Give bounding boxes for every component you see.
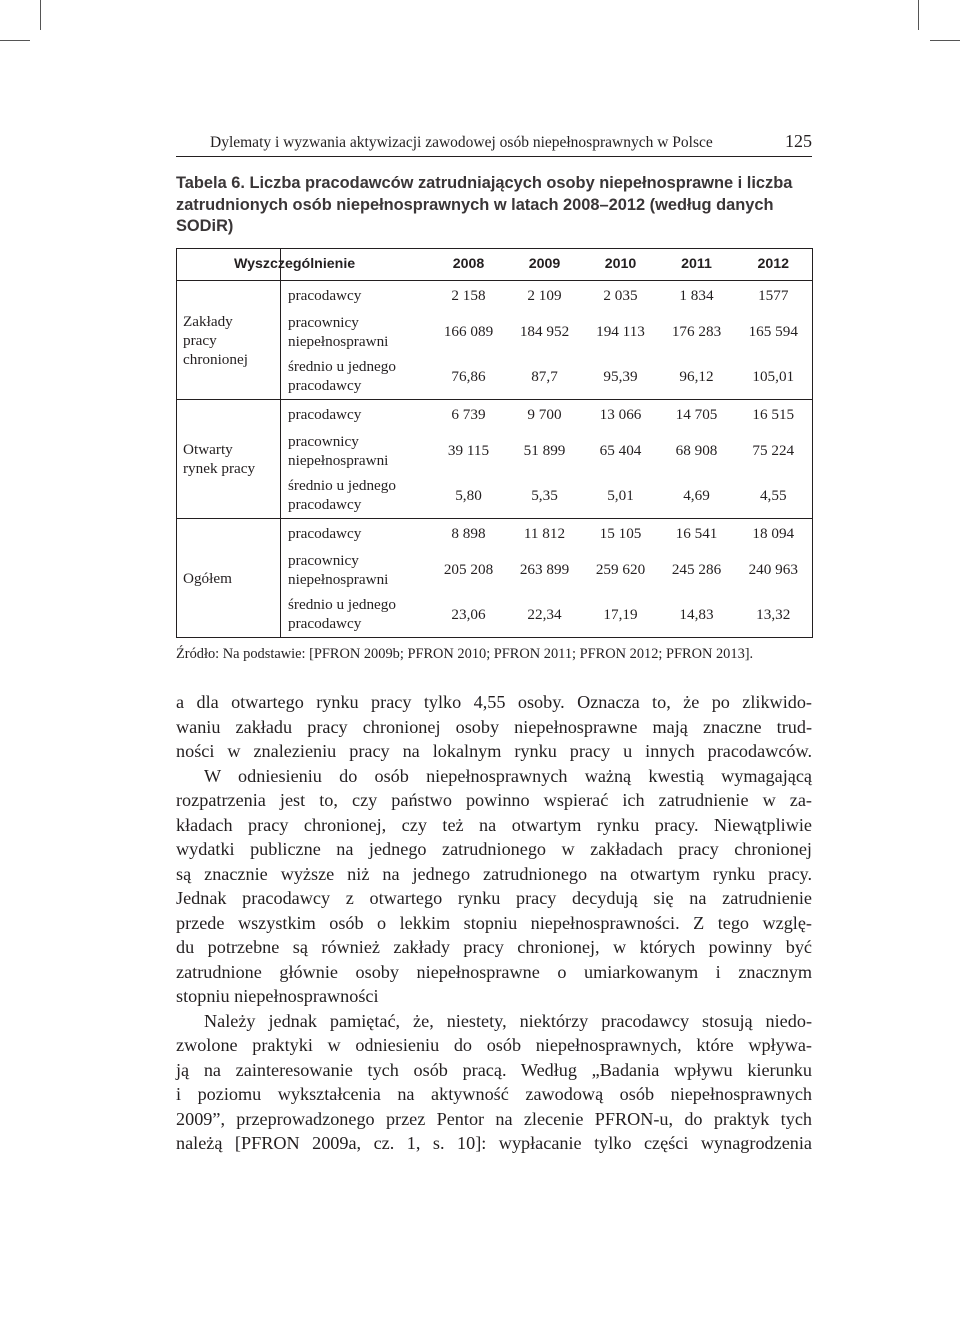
body-line: W odniesieniu do osób niepełnosprawnych ważną kwestią wymagającą: [204, 765, 812, 786]
header-year: 2010: [583, 249, 659, 281]
table-header-row: [177, 249, 813, 281]
value-cell: 2 109: [507, 281, 583, 310]
value-cell: 165 594: [735, 310, 813, 354]
value-cell: 16 541: [659, 519, 735, 548]
value-cell: 39 115: [447, 442, 490, 459]
row-spec-line: pracownicy: [288, 551, 359, 569]
value-cell: 5,01: [607, 486, 634, 504]
row-spec-line: niepełnosprawni: [288, 570, 389, 588]
header-year: 2009: [507, 249, 583, 281]
body-line: waniu zakładu pracy chronionej osoby niepełnosprawne mają znaczne trud-: [176, 716, 812, 737]
group-label-line: rynek pracy: [183, 460, 256, 477]
group-label-line: Zakłady: [183, 312, 233, 330]
row-spec-cell: [281, 310, 431, 354]
group-label-line: chronionej: [183, 350, 248, 368]
value-cell: 2 158: [431, 281, 507, 310]
body-line: i poziomu wykształcenia na aktywność zawodową osób niepełnosprawnych: [176, 1084, 812, 1104]
value-cell: 76,86: [451, 367, 486, 385]
value-cell: 4,55: [735, 473, 813, 519]
body-line: a dla otwartego rynku pracy tylko 4,55 osoby. Oznacza to, że po zlikwido-: [176, 692, 812, 712]
row-spec-cell: [281, 281, 431, 310]
body-text: [176, 690, 812, 1156]
value-cell: 5,80: [455, 486, 482, 504]
value-cell: 87,7: [531, 367, 558, 385]
row-spec-line: niepełnosprawni: [288, 332, 389, 350]
value-cell: 14 705: [659, 400, 735, 429]
data-table: [176, 248, 813, 638]
body-line: przede wszystkim osób o lekkim stopniu niepełnosprawności. Z tego wzglę-: [176, 912, 812, 933]
crop-mark: [930, 40, 960, 41]
row-spec-cell: [281, 473, 431, 519]
row-spec-line: pracodawcy: [288, 377, 362, 395]
row-spec-cell: [281, 592, 431, 638]
body-line: ności w znalezieniu pracy na lokalnym rynku pracy u innych pracodawców.: [176, 741, 812, 761]
body-line: 2009”, przeprowadzonego przez Pentor na zlecenie PFRON-u, do praktyk tych: [176, 1108, 812, 1129]
row-spec-cell: [281, 429, 431, 473]
value-cell: 75 224: [735, 429, 813, 473]
value-cell: 16 515: [735, 400, 813, 429]
row-spec-line: pracodawcy: [288, 405, 362, 423]
row-spec-line: średnio u jednego: [288, 477, 396, 495]
body-line: kładach pracy chronionej, czy też na otwartym rynku pracy. Niewątpliwie: [176, 814, 812, 835]
value-cell: 22,34: [507, 592, 583, 638]
running-head-title: Dylematy i wyzwania aktywizacji zawodowej osób niepełnosprawnych w Polsce: [210, 134, 713, 151]
value-cell: 205 208: [443, 561, 494, 578]
row-spec-cell: [281, 519, 431, 548]
value-cell: 5,35: [531, 486, 558, 504]
body-line: stopniu niepełnosprawności: [176, 986, 379, 1006]
crop-mark: [40, 0, 41, 30]
row-spec-line: pracodawcy: [288, 286, 362, 304]
value-cell: 240 963: [735, 548, 813, 592]
row-group-label: [177, 400, 281, 519]
value-cell: 259 620: [595, 561, 646, 578]
value-cell: 96,12: [679, 367, 714, 385]
table-body: [177, 281, 813, 638]
value-cell: 194 113: [596, 323, 645, 340]
value-cell: 13 066: [583, 400, 659, 429]
body-line: zatrudnione głównie osoby niepełnosprawne o umiarkowanym i znacznym: [176, 961, 812, 982]
row-spec-cell: [281, 400, 431, 429]
value-cell: 1 834: [659, 281, 735, 310]
value-cell: 65 404: [599, 442, 642, 459]
crop-mark: [0, 40, 30, 41]
row-spec-line: pracownicy: [288, 432, 359, 450]
value-cell: 15 105: [583, 519, 659, 548]
crop-mark: [918, 0, 919, 30]
value-cell: 263 899: [519, 561, 570, 578]
row-spec-line: niepełnosprawni: [288, 451, 389, 469]
value-cell: 14,83: [659, 592, 735, 638]
value-cell: 105,01: [735, 354, 813, 400]
value-cell: 68 908: [675, 442, 718, 459]
header-year: 2011: [659, 249, 735, 281]
value-cell: 1577: [735, 281, 813, 310]
table-row: [177, 281, 813, 310]
group-label-line: Ogółem: [183, 569, 232, 587]
value-cell: 245 286: [671, 561, 722, 578]
body-line: zwolone praktyki w odniesieniu do osób niepełnosprawnych, które wpływa-: [176, 1035, 812, 1055]
body-line: wydatki publiczne na jednego zatrudnionego w zakładach pracy chronionej: [176, 839, 812, 859]
row-spec-line: pracodawcy: [288, 524, 362, 542]
value-cell: 4,69: [683, 486, 710, 504]
group-label-line: pracy: [183, 331, 217, 349]
row-spec-line: pracownicy: [288, 313, 359, 331]
row-spec-line: pracodawcy: [288, 615, 362, 633]
value-cell: 166 089: [443, 323, 494, 340]
value-cell: 8 898: [431, 519, 507, 548]
body-line: du potrzebne są również zakłady pracy chronionej, w których powinny być: [176, 937, 812, 957]
row-spec-cell: [281, 548, 431, 592]
body-line: ją na zainteresowanie tych osób pracą. Według „Badania wpływu kierunku: [176, 1059, 812, 1080]
row-spec-line: pracodawcy: [288, 496, 362, 514]
header-spec: Wyszczególnienie: [281, 249, 431, 281]
body-line: Należy jednak pamiętać, że, niestety, niektórzy pracodawcy stosują niedo-: [204, 1010, 812, 1031]
caption-line: zatrudnionych osób niepełnosprawnych w latach 2008–2012 (według danych: [176, 195, 774, 214]
row-spec-line: średnio u jednego: [288, 596, 396, 614]
value-cell: 2 035: [583, 281, 659, 310]
caption-line: SODiR): [176, 217, 234, 235]
row-group-label: [177, 519, 281, 638]
header-year: 2012: [735, 249, 813, 281]
value-cell: 9 700: [507, 400, 583, 429]
header-year: 2008: [431, 249, 507, 281]
value-cell: 17,19: [583, 592, 659, 638]
table-row: [177, 400, 813, 429]
value-cell: 176 283: [671, 323, 722, 340]
value-cell: 11 812: [507, 519, 583, 548]
value-cell: 23,06: [431, 592, 507, 638]
value-cell: 13,32: [735, 592, 813, 638]
value-cell: 184 952: [519, 323, 570, 340]
caption-line: Tabela 6. Liczba pracodawców zatrudniających osoby niepełnosprawne i liczba: [176, 174, 793, 192]
body-line: są znacznie wyższe niż na jednego zatrudnionego na otwartym rynku pracy.: [176, 863, 812, 884]
table-row: [177, 519, 813, 548]
row-group-label: [177, 281, 281, 400]
value-cell: 6 739: [431, 400, 507, 429]
table-caption: [176, 173, 816, 238]
row-spec-cell: [281, 354, 431, 400]
value-cell: 51 899: [523, 442, 566, 459]
body-line: należą [PFRON 2009a, cz. 1, s. 10]: wypłacanie tylko części wynagrodzenia: [176, 1133, 812, 1153]
page-number: 125: [785, 131, 812, 151]
value-cell: 95,39: [603, 367, 638, 385]
body-line: rozpatrzenia jest to, czy państwo powinno wspierać ich zatrudnienie w za-: [176, 790, 812, 810]
table-source: Źródło: Na podstawie: [PFRON 2009b; PFRON 2010; PFRON 2011; PFRON 2012; PFRON 2013].: [176, 646, 754, 662]
value-cell: 18 094: [735, 519, 813, 548]
running-head: [176, 126, 812, 157]
group-label-line: Otwarty: [183, 441, 233, 458]
body-line: Jednak pracodawcy z otwartego rynku pracy decydują się na zatrudnienie: [176, 888, 812, 908]
row-spec-line: średnio u jednego: [288, 358, 396, 376]
